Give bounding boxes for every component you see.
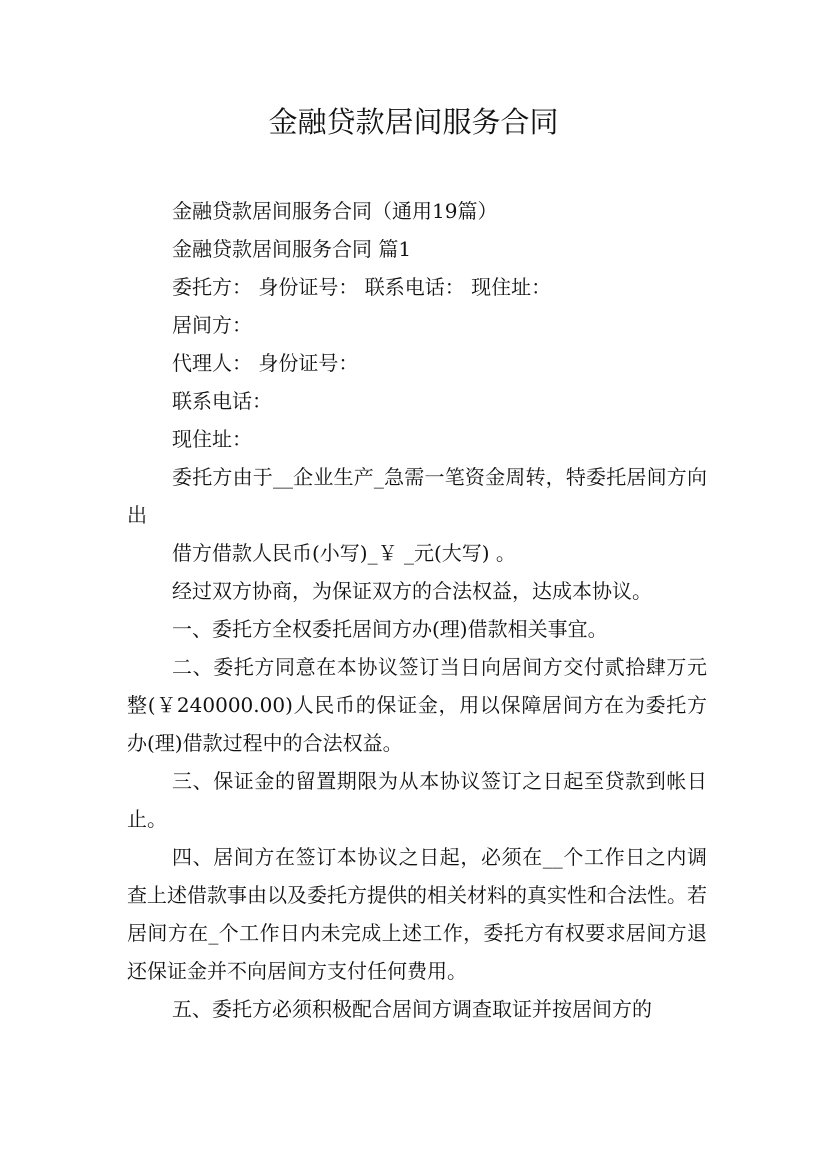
clause-5: 五、委托方必须积极配合居间方调查取证并按居间方的 bbox=[172, 997, 652, 1021]
paragraph-client-info: 委托方： 身份证号： 联系电话： 现住址： bbox=[172, 275, 552, 299]
paragraph-purpose: 委托方由于__企业生产_急需一笔资金周转，特委托居间方向出 bbox=[127, 465, 707, 527]
paragraph-agent: 代理人： 身份证号： bbox=[172, 351, 359, 375]
document-body bbox=[127, 192, 707, 1028]
paragraph-loan-amount: 借方借款人民币(小写)_￥ _元(大写) 。 bbox=[172, 541, 516, 565]
paragraph-phone: 联系电话： bbox=[172, 389, 272, 413]
clause-2: 二、委托方同意在本协议签订当日向居间方交付贰拾肆万元整(￥240000.00)人民币的保证金，用以保障居间方在为委托方办(理)借款过程中的合法权益。 bbox=[127, 655, 707, 755]
paragraph-intermediary: 居间方： bbox=[172, 313, 252, 337]
paragraph-agreement: 经过双方协商，为保证双方的合法权益，达成本协议。 bbox=[172, 579, 652, 603]
paragraph-subtitle: 金融贷款居间服务合同（通用19篇） bbox=[172, 199, 498, 223]
clause-1: 一、委托方全权委托居间方办(理)借款相关事宜。 bbox=[172, 617, 608, 641]
clause-3: 三、保证金的留置期限为从本协议签订之日起至贷款到帐日止。 bbox=[127, 769, 707, 831]
document-title: 金融贷款居间服务合同 bbox=[268, 105, 559, 139]
paragraph-section-heading: 金融贷款居间服务合同 篇1 bbox=[172, 237, 412, 261]
clause-4: 四、居间方在签订本协议之日起，必须在__个工作日之内调查上述借款事由以及委托方提供的相关材料的真实性和合法性。若居间方在_个工作日内未完成上述工作，委托方有权要求居间方退还保证金并不向居间方支付任何费用。 bbox=[127, 845, 707, 983]
paragraph-address: 现住址： bbox=[172, 427, 252, 451]
